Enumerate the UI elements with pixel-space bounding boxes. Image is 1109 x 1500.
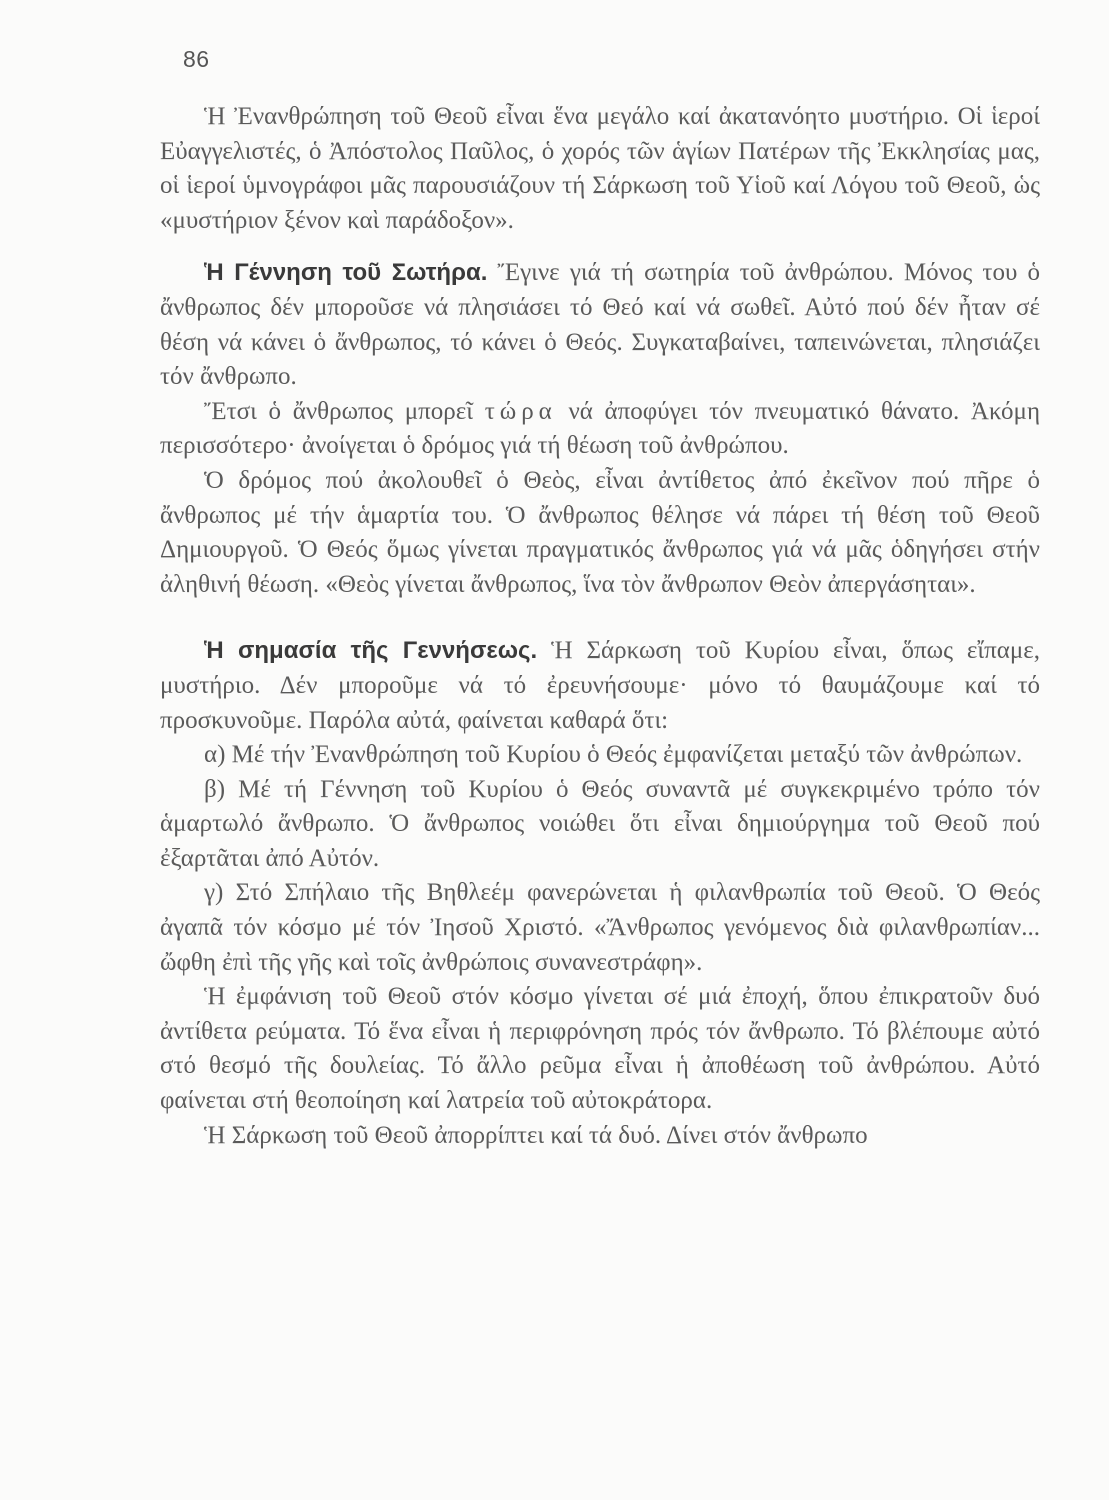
paragraph-rejects-both	[160, 1119, 1040, 1154]
paragraph-spiritual-death-after: νά ἀποφύγει τόν πνευματικό θάνατο. Ἀκόμη περισσότερο· ἀνοίγεται ὁ δρόμος γιά τή θέωση τοῦ ἀνθρώπου.	[160, 397, 1041, 460]
paragraph-two-currents-text: Ἡ ἐμφάνιση τοῦ Θεοῦ στόν κόσμο γίνεται σέ μιά ἐποχή, ὅπου ἐπικρατοῦν δυό ἀντίθετα ρεύματα. Τό ἕνα εἶναι ἡ περιφρόνηση πρός τόν ἄνθρωπο. Τό βλέπουμε αὐτό στό θεσμό τῆς δουλείας. Τό ἄλλο ρεῦμα εἶναι ἡ ἀποθέωση τοῦ ἀνθρώπου. Αὐτό φαίνεται στή θεοποίηση καί λατρεία τοῦ αὐτοκράτορα.	[160, 983, 1040, 1115]
body-text	[160, 100, 1040, 1153]
paragraph-birth-text: Ἔγινε γιά τή σωτηρία τοῦ ἀνθρώπου. Μόνος του ὁ ἄνθρωπος δέν μποροῦσε νά πλησιάσει τό Θεό καί νά σωθεῖ. Αὐτό πού δέν ἦταν σέ θέση νά κάνει ὁ ἄνθρωπος, τό κάνει ὁ Θεός. Συγκαταβαίνει, ταπεινώνεται, πλησιάζει τόν ἄνθρωπο.	[160, 259, 1040, 391]
paragraph-significance	[160, 634, 1040, 738]
paragraph-incarnation-text: Ἡ Ἐνανθρώπηση τοῦ Θεοῦ εἶναι ἕνα μεγάλο καί ἀκατανόητο μυστήριο. Οἱ ἱεροί Εὐαγγελιστές, ὁ Ἀπόστολος Παῦλος, ὁ χορός τῶν ἁγίων Πατέρων τῆς Ἐκκλησίας μας, οἱ ἱεροί ὑμνογράφοι μᾶς παρουσιάζουν τή Σάρκωση τοῦ Υἱοῦ καί Λόγου τοῦ Θεοῦ, ὡς «μυστήριον ξένον καὶ παράδοξον».	[160, 103, 1040, 234]
list-item-c-text: γ) Στό Σπήλαιο τῆς Βηθλεέμ φανερώνεται ἡ φιλανθρωπία τοῦ Θεοῦ. Ὁ Θεός ἀγαπᾶ τόν κόσμο μέ τόν Ἰησοῦ Χριστό. «Ἄνθρωπος γενόμενος διὰ φιλανθρωπίαν... ὤφθη ἐπὶ τῆς γῆς καὶ τοῖς ἀνθρώποις συνανεστράφη».	[160, 879, 1040, 976]
paragraph-significance-text: Ἡ Σάρκωση τοῦ Κυρίου εἶναι, ὅπως εἴπαμε, μυστήριο. Δέν μποροῦμε νά τό ἐρευνήσουμε· μόνο τό θαυμάζουμε καί τό προσκυνοῦμε. Παρόλα αὐτά, φαίνεται καθαρά ὅτι:	[160, 637, 1041, 734]
list-item-b	[160, 773, 1040, 877]
list-item-b-text: β) Μέ τή Γέννηση τοῦ Κυρίου ὁ Θεός συναντᾶ μέ συγκεκριμένο τρόπο τόν ἁμαρτωλό ἄνθρωπο. Ὁ ἄνθρωπος νοιώθει ὅτι εἶναι δημιούργημα τοῦ Θεοῦ πού ἐξαρτᾶται ἀπό Αὐτόν.	[160, 775, 1040, 872]
paragraph-spiritual-death-before: Ἔτσι ὁ ἄνθρωπος μπορεῖ	[204, 397, 473, 425]
list-item-a-text: α) Μέ τήν Ἐνανθρώπηση τοῦ Κυρίου ὁ Θεός ἐμφανίζεται μεταξύ τῶν ἀνθρώπων.	[204, 741, 1023, 769]
paragraph-spiritual-death	[160, 395, 1040, 464]
page-number: 86	[183, 46, 210, 72]
list-item-c	[160, 876, 1040, 980]
paragraph-path-of-god-text: Ὁ δρόμος πού ἀκολουθεῖ ὁ Θεὸς, εἶναι ἀντίθετος ἀπό ἐκεῖνον πού πῆρε ὁ ἄνθρωπος μέ τήν ἁμαρτία του. Ὁ ἄνθρωπος θέλησε νά πάρει τή θέση τοῦ Θεοῦ Δημιουργοῦ. Ὁ Θεός ὅμως γίνεται πραγματικός ἄνθρωπος γιά νά μᾶς ὁδηγήσει στήν ἀληθινή θέωση. «Θεὸς γίνεται ἄνθρωπος, ἵνα τὸν ἄνθρωπον Θεὸν ἀπεργάσηται».	[160, 466, 1040, 598]
emphasized-word-now: τώρα	[484, 397, 557, 425]
paragraph-rejects-both-text: Ἡ Σάρκωση τοῦ Θεοῦ ἀπορρίπτει καί τά δυό. Δίνει στόν ἄνθρωπο	[204, 1121, 868, 1149]
section-heading-birth: Ἡ Γέννηση τοῦ Σωτήρα.	[204, 259, 488, 287]
paragraph-incarnation	[160, 100, 1040, 238]
paragraph-birth-of-saviour	[160, 256, 1040, 394]
section-heading-significance: Ἡ σημασία τῆς Γεννήσεως.	[204, 637, 538, 665]
paragraph-path-of-god	[160, 464, 1040, 602]
list-item-a	[160, 738, 1040, 773]
paragraph-two-currents	[160, 980, 1040, 1118]
